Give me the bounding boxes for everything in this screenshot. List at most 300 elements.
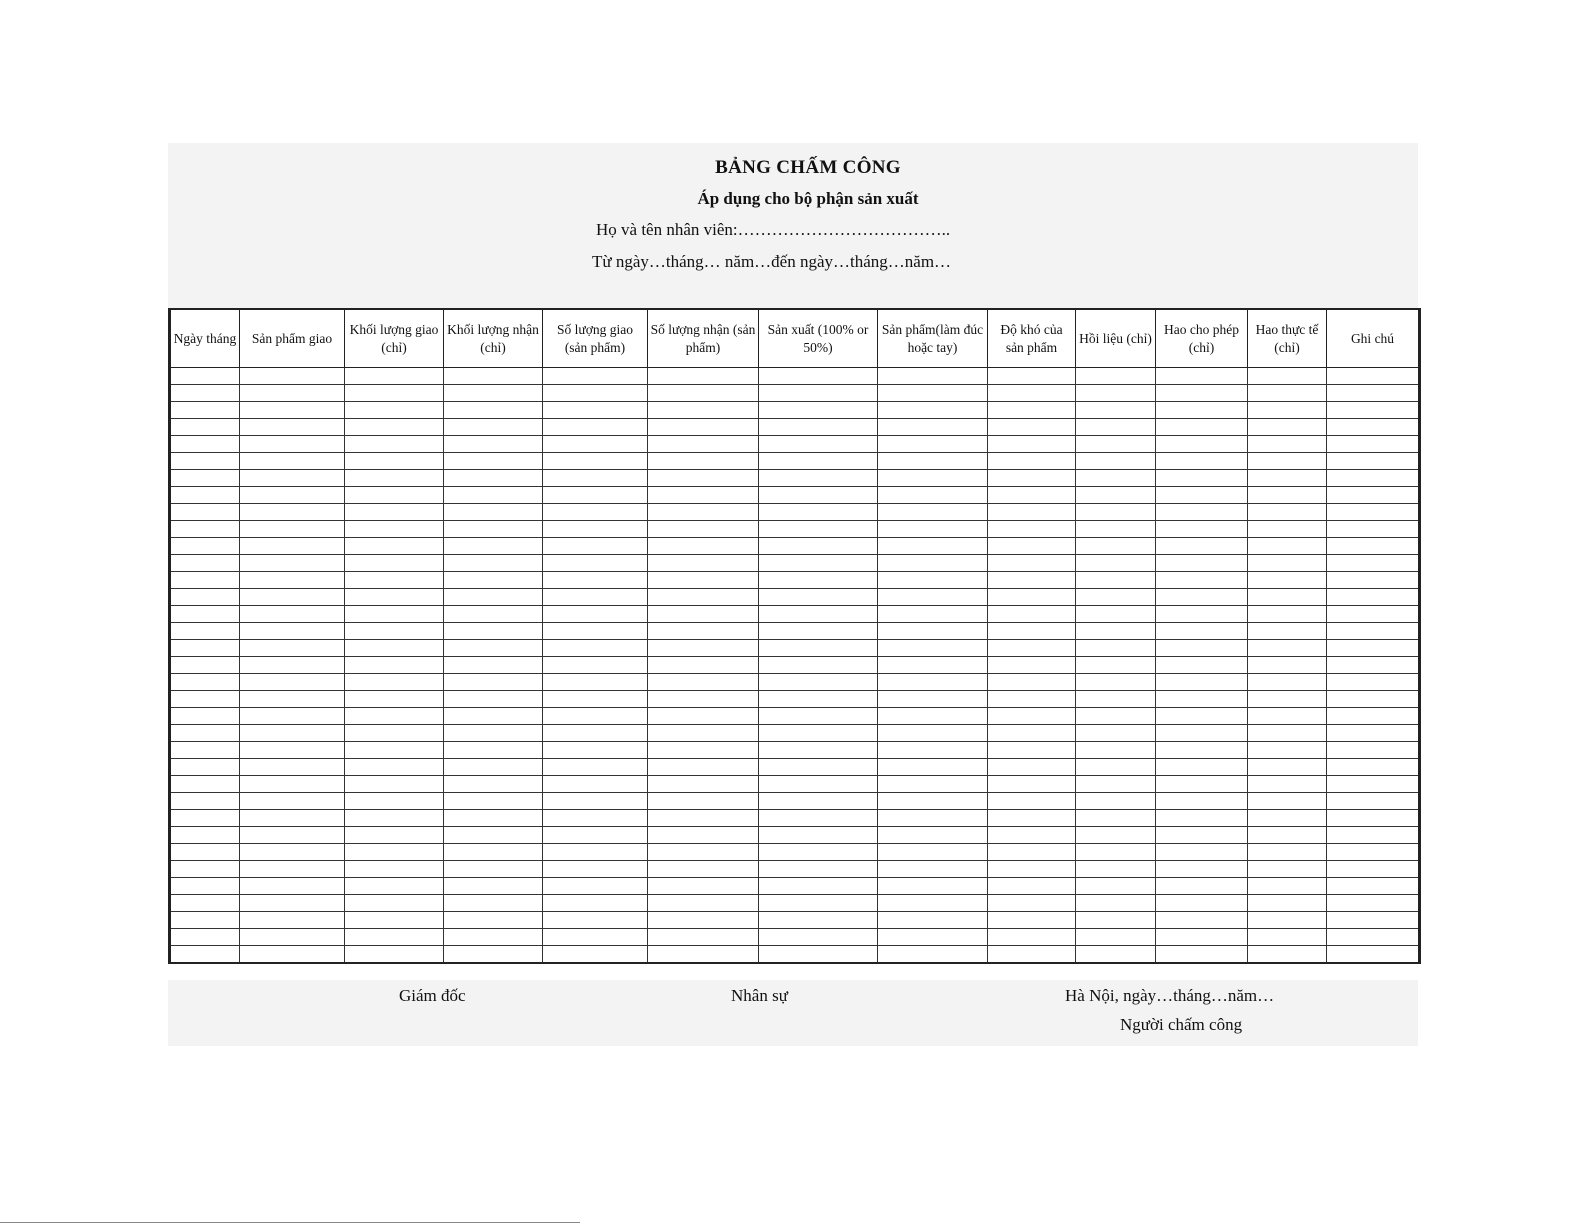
- table-cell: [648, 470, 759, 487]
- table-row: [170, 674, 1420, 691]
- table-cell: [444, 436, 543, 453]
- table-cell: [988, 827, 1076, 844]
- table-cell: [759, 793, 878, 810]
- table-cell: [345, 742, 444, 759]
- table-cell: [759, 470, 878, 487]
- table-cell: [240, 385, 345, 402]
- table-cell: [444, 419, 543, 436]
- table-cell: [1248, 725, 1327, 742]
- table-cell: [1156, 487, 1248, 504]
- table-cell: [345, 589, 444, 606]
- table-cell: [988, 419, 1076, 436]
- table-cell: [1076, 810, 1156, 827]
- column-header: Độ khó của sản phẩm: [988, 309, 1076, 368]
- table-cell: [988, 708, 1076, 725]
- table-cell: [1248, 708, 1327, 725]
- table-cell: [345, 895, 444, 912]
- table-cell: [240, 470, 345, 487]
- table-cell: [1076, 674, 1156, 691]
- table-cell: [1156, 385, 1248, 402]
- table-cell: [1248, 487, 1327, 504]
- table-cell: [170, 470, 240, 487]
- table-cell: [1076, 623, 1156, 640]
- table-cell: [648, 691, 759, 708]
- table-cell: [1156, 606, 1248, 623]
- table-cell: [988, 589, 1076, 606]
- table-cell: [648, 368, 759, 385]
- document-subtitle: Áp dụng cho bộ phận sản xuất: [697, 189, 919, 208]
- table-cell: [878, 827, 988, 844]
- table-cell: [878, 776, 988, 793]
- table-cell: [170, 912, 240, 929]
- table-cell: [444, 895, 543, 912]
- table-cell: [1248, 912, 1327, 929]
- table-cell: [1156, 708, 1248, 725]
- table-cell: [170, 555, 240, 572]
- table-cell: [1076, 759, 1156, 776]
- table-cell: [345, 402, 444, 419]
- table-cell: [444, 878, 543, 895]
- document-title: BẢNG CHẤM CÔNG: [715, 157, 901, 178]
- table-cell: [444, 402, 543, 419]
- table-cell: [988, 878, 1076, 895]
- table-cell: [345, 912, 444, 929]
- table-cell: [1076, 878, 1156, 895]
- table-cell: [444, 453, 543, 470]
- table-cell: [648, 589, 759, 606]
- table-cell: [444, 776, 543, 793]
- table-cell: [345, 606, 444, 623]
- table-cell: [878, 402, 988, 419]
- table-cell: [1076, 504, 1156, 521]
- table-cell: [759, 759, 878, 776]
- table-cell: [1156, 674, 1248, 691]
- table-cell: [759, 623, 878, 640]
- table-cell: [170, 538, 240, 555]
- table-cell: [648, 810, 759, 827]
- table-cell: [878, 504, 988, 521]
- table-cell: [543, 895, 648, 912]
- table-cell: [543, 572, 648, 589]
- table-cell: [878, 725, 988, 742]
- table-cell: [988, 793, 1076, 810]
- table-cell: [648, 742, 759, 759]
- table-header-row: [170, 309, 1420, 368]
- table-cell: [1076, 776, 1156, 793]
- table-cell: [759, 895, 878, 912]
- column-header: Sản phẩm(làm đúc hoặc tay): [878, 309, 988, 368]
- table-cell: [648, 912, 759, 929]
- table-cell: [1156, 827, 1248, 844]
- table-cell: [345, 844, 444, 861]
- table-cell: [345, 657, 444, 674]
- table-cell: [1248, 776, 1327, 793]
- table-cell: [170, 521, 240, 538]
- table-cell: [543, 606, 648, 623]
- table-cell: [1248, 436, 1327, 453]
- table-cell: [1076, 929, 1156, 946]
- table-cell: [1327, 776, 1420, 793]
- table-cell: [1076, 844, 1156, 861]
- table-cell: [1327, 861, 1420, 878]
- table-cell: [345, 453, 444, 470]
- table-cell: [1156, 895, 1248, 912]
- table-cell: [1248, 606, 1327, 623]
- table-cell: [988, 912, 1076, 929]
- column-header: Số lượng nhận (sản phẩm): [648, 309, 759, 368]
- table-row: [170, 844, 1420, 861]
- column-header: Ghi chú: [1327, 309, 1420, 368]
- table-cell: [1156, 402, 1248, 419]
- table-cell: [1076, 555, 1156, 572]
- table-cell: [648, 895, 759, 912]
- table-cell: [878, 861, 988, 878]
- table-cell: [759, 436, 878, 453]
- table-cell: [170, 368, 240, 385]
- table-cell: [1248, 946, 1327, 964]
- table-cell: [444, 555, 543, 572]
- table-cell: [1248, 589, 1327, 606]
- table-cell: [1327, 538, 1420, 555]
- table-cell: [240, 844, 345, 861]
- table-cell: [1156, 504, 1248, 521]
- table-cell: [345, 708, 444, 725]
- table-cell: [1076, 640, 1156, 657]
- table-cell: [170, 674, 240, 691]
- table-cell: [543, 538, 648, 555]
- table-cell: [759, 657, 878, 674]
- table-cell: [345, 470, 444, 487]
- table-cell: [444, 844, 543, 861]
- table-cell: [878, 368, 988, 385]
- table-cell: [444, 657, 543, 674]
- table-cell: [759, 691, 878, 708]
- table-cell: [444, 572, 543, 589]
- table-cell: [988, 436, 1076, 453]
- table-cell: [1156, 912, 1248, 929]
- table-cell: [240, 572, 345, 589]
- table-cell: [240, 453, 345, 470]
- table-cell: [759, 419, 878, 436]
- table-cell: [1248, 895, 1327, 912]
- table-cell: [759, 385, 878, 402]
- table-cell: [240, 878, 345, 895]
- table-cell: [1076, 606, 1156, 623]
- table-cell: [345, 827, 444, 844]
- table-cell: [1156, 742, 1248, 759]
- table-cell: [1248, 657, 1327, 674]
- table-row: [170, 776, 1420, 793]
- table-cell: [1248, 759, 1327, 776]
- table-cell: [988, 453, 1076, 470]
- table-cell: [1076, 827, 1156, 844]
- table-cell: [1076, 521, 1156, 538]
- table-cell: [444, 861, 543, 878]
- table-cell: [345, 504, 444, 521]
- table-cell: [170, 640, 240, 657]
- table-cell: [240, 538, 345, 555]
- table-cell: [170, 572, 240, 589]
- table-cell: [988, 844, 1076, 861]
- table-cell: [444, 606, 543, 623]
- column-header: Hồi liệu (chỉ): [1076, 309, 1156, 368]
- table-cell: [648, 555, 759, 572]
- table-cell: [648, 606, 759, 623]
- table-cell: [240, 606, 345, 623]
- table-cell: [1327, 827, 1420, 844]
- table-cell: [988, 674, 1076, 691]
- table-cell: [1156, 793, 1248, 810]
- table-cell: [240, 419, 345, 436]
- table-cell: [878, 521, 988, 538]
- table-cell: [345, 759, 444, 776]
- table-cell: [1076, 725, 1156, 742]
- table-cell: [1076, 742, 1156, 759]
- table-cell: [240, 521, 345, 538]
- table-cell: [759, 640, 878, 657]
- table-cell: [1248, 793, 1327, 810]
- table-cell: [648, 827, 759, 844]
- table-row: [170, 623, 1420, 640]
- table-cell: [240, 402, 345, 419]
- table-cell: [1248, 521, 1327, 538]
- table-cell: [1156, 929, 1248, 946]
- table-cell: [240, 504, 345, 521]
- table-cell: [240, 368, 345, 385]
- table-cell: [1156, 623, 1248, 640]
- table-cell: [1327, 572, 1420, 589]
- table-cell: [543, 521, 648, 538]
- table-cell: [170, 623, 240, 640]
- table-cell: [1156, 861, 1248, 878]
- table-cell: [240, 793, 345, 810]
- table-cell: [543, 555, 648, 572]
- table-cell: [1156, 691, 1248, 708]
- table-cell: [648, 487, 759, 504]
- table-cell: [878, 810, 988, 827]
- table-cell: [878, 895, 988, 912]
- table-cell: [345, 674, 444, 691]
- table-cell: [759, 453, 878, 470]
- table-cell: [759, 402, 878, 419]
- table-cell: [988, 776, 1076, 793]
- table-cell: [345, 555, 444, 572]
- table-cell: [170, 725, 240, 742]
- table-cell: [1327, 368, 1420, 385]
- table-cell: [543, 453, 648, 470]
- table-cell: [345, 861, 444, 878]
- table-cell: [1156, 759, 1248, 776]
- table-cell: [988, 895, 1076, 912]
- table-cell: [240, 759, 345, 776]
- table-cell: [543, 640, 648, 657]
- timesheet-table: [168, 308, 1421, 964]
- table-cell: [878, 844, 988, 861]
- table-cell: [345, 623, 444, 640]
- table-cell: [1327, 878, 1420, 895]
- table-cell: [240, 929, 345, 946]
- table-cell: [988, 810, 1076, 827]
- table-cell: [1248, 419, 1327, 436]
- table-cell: [988, 640, 1076, 657]
- table-row: [170, 946, 1420, 964]
- table-cell: [648, 453, 759, 470]
- table-cell: [988, 368, 1076, 385]
- table-cell: [1327, 470, 1420, 487]
- table-cell: [759, 776, 878, 793]
- table-cell: [543, 691, 648, 708]
- table-cell: [170, 776, 240, 793]
- table-cell: [759, 878, 878, 895]
- table-cell: [1327, 742, 1420, 759]
- table-cell: [878, 742, 988, 759]
- table-cell: [648, 725, 759, 742]
- table-row: [170, 538, 1420, 555]
- table-cell: [1248, 742, 1327, 759]
- table-cell: [1076, 402, 1156, 419]
- table-cell: [1327, 657, 1420, 674]
- table-cell: [1327, 793, 1420, 810]
- table-cell: [170, 606, 240, 623]
- table-row: [170, 827, 1420, 844]
- table-cell: [1248, 691, 1327, 708]
- table-cell: [345, 572, 444, 589]
- table-cell: [1248, 674, 1327, 691]
- table-cell: [988, 521, 1076, 538]
- table-cell: [240, 691, 345, 708]
- table-cell: [1327, 623, 1420, 640]
- table-cell: [345, 436, 444, 453]
- table-cell: [759, 810, 878, 827]
- table-cell: [1156, 657, 1248, 674]
- table-cell: [240, 674, 345, 691]
- table-cell: [1076, 538, 1156, 555]
- table-cell: [648, 436, 759, 453]
- table-cell: [1156, 946, 1248, 964]
- table-cell: [759, 555, 878, 572]
- table-cell: [988, 470, 1076, 487]
- table-cell: [170, 827, 240, 844]
- table-cell: [759, 674, 878, 691]
- table-cell: [878, 708, 988, 725]
- table-cell: [345, 368, 444, 385]
- table-cell: [543, 759, 648, 776]
- table-cell: [345, 946, 444, 964]
- table-cell: [1076, 385, 1156, 402]
- table-cell: [543, 946, 648, 964]
- table-cell: [1156, 368, 1248, 385]
- table-cell: [1156, 419, 1248, 436]
- table-cell: [648, 946, 759, 964]
- table-cell: [1156, 725, 1248, 742]
- table-cell: [444, 725, 543, 742]
- table-row: [170, 606, 1420, 623]
- table-cell: [878, 589, 988, 606]
- column-header: Khối lượng nhận (chỉ): [444, 309, 543, 368]
- table-cell: [170, 453, 240, 470]
- table-cell: [345, 538, 444, 555]
- column-header: Số lượng giao (sản phẩm): [543, 309, 648, 368]
- table-cell: [170, 419, 240, 436]
- table-cell: [1327, 640, 1420, 657]
- table-cell: [444, 640, 543, 657]
- table-cell: [240, 657, 345, 674]
- table-cell: [1156, 436, 1248, 453]
- table-row: [170, 521, 1420, 538]
- table-cell: [240, 487, 345, 504]
- table-cell: [759, 946, 878, 964]
- table-cell: [345, 929, 444, 946]
- table-cell: [648, 521, 759, 538]
- table-cell: [759, 861, 878, 878]
- table-cell: [648, 844, 759, 861]
- table-cell: [543, 470, 648, 487]
- table-cell: [444, 504, 543, 521]
- table-cell: [988, 402, 1076, 419]
- table-cell: [878, 572, 988, 589]
- table-cell: [444, 759, 543, 776]
- table-cell: [648, 674, 759, 691]
- table-row: [170, 810, 1420, 827]
- table-cell: [170, 589, 240, 606]
- table-cell: [1327, 521, 1420, 538]
- date-range-line: Từ ngày…tháng… năm…đến ngày…tháng…năm…: [592, 252, 952, 271]
- table-cell: [759, 504, 878, 521]
- table-cell: [759, 606, 878, 623]
- table-cell: [878, 606, 988, 623]
- table-cell: [878, 538, 988, 555]
- table-cell: [1156, 572, 1248, 589]
- place-date-line: Hà Nội, ngày…tháng…năm…: [1065, 986, 1275, 1005]
- table-cell: [170, 844, 240, 861]
- column-header: Khối lượng giao (chỉ): [345, 309, 444, 368]
- table-cell: [1076, 912, 1156, 929]
- table-cell: [444, 589, 543, 606]
- table-cell: [648, 640, 759, 657]
- table-row: [170, 878, 1420, 895]
- table-cell: [759, 368, 878, 385]
- table-cell: [1248, 810, 1327, 827]
- table-cell: [1156, 589, 1248, 606]
- table-cell: [543, 708, 648, 725]
- table-cell: [240, 436, 345, 453]
- table-cell: [345, 640, 444, 657]
- table-cell: [444, 810, 543, 827]
- table-cell: [240, 589, 345, 606]
- table-cell: [444, 708, 543, 725]
- table-cell: [878, 385, 988, 402]
- table-cell: [648, 929, 759, 946]
- table-cell: [648, 538, 759, 555]
- table-cell: [878, 691, 988, 708]
- table-row: [170, 759, 1420, 776]
- table-row: [170, 487, 1420, 504]
- table-cell: [1156, 521, 1248, 538]
- table-cell: [1156, 810, 1248, 827]
- table-cell: [444, 623, 543, 640]
- table-cell: [1248, 538, 1327, 555]
- table-cell: [759, 742, 878, 759]
- table-row: [170, 504, 1420, 521]
- table-cell: [1248, 470, 1327, 487]
- table-cell: [1156, 844, 1248, 861]
- table-cell: [988, 623, 1076, 640]
- table-cell: [988, 759, 1076, 776]
- table-cell: [1156, 470, 1248, 487]
- table-cell: [648, 419, 759, 436]
- table-cell: [1248, 861, 1327, 878]
- table-cell: [1076, 470, 1156, 487]
